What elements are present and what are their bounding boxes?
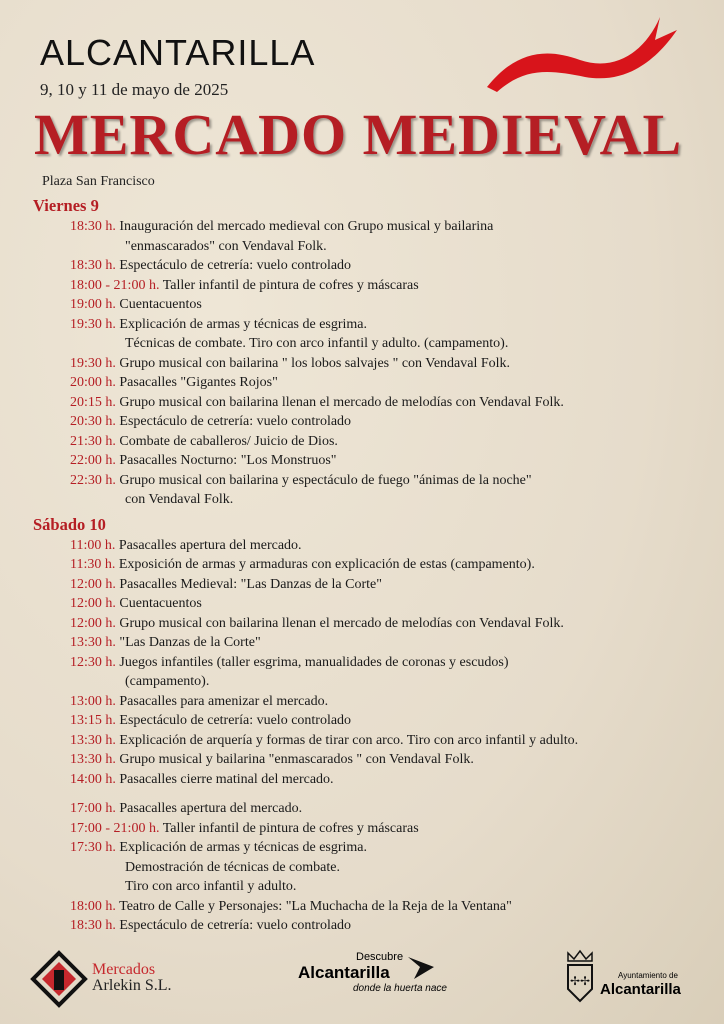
event-description-continued: Técnicas de combate. Tiro con arco infantil y adulto. (campamento). (125, 336, 509, 351)
event-description: Explicación de armas y técnicas de esgrima. (119, 840, 368, 855)
schedule-item (0, 536, 714, 556)
event-time: 12:30 h. (70, 654, 116, 670)
event-description: Espectáculo de cetrería: vuelo controlado (119, 713, 352, 728)
event-description: Espectáculo de cetrería: vuelo controlado (119, 414, 352, 429)
event-time: 13:30 h. (70, 635, 116, 650)
event-description: Espectáculo de cetrería: vuelo controlado (119, 918, 352, 933)
venue: Plaza San Francisco (42, 174, 155, 189)
event-description: Explicación de armas y técnicas de esgrima. (119, 316, 368, 332)
event-description: Explicación de arquería y formas de tirar con arco. Tiro con arco infantil y adulto. (119, 732, 579, 748)
sponsor-logos (0, 945, 724, 1015)
event-description: Pasacalles apertura del mercado. (119, 801, 303, 816)
schedule-item (0, 838, 714, 897)
schedule-item (0, 217, 714, 256)
event-description: Grupo musical y bailarina "enmascarados " con Vendaval Folk. (119, 752, 474, 767)
schedule-item (0, 471, 714, 510)
coat-of-arms-icon (560, 949, 600, 1005)
event-time: 13:30 h. (70, 732, 116, 748)
page-title: MERCADO MEDIEVAL (34, 102, 683, 167)
event-description-continued: (campamento). (125, 674, 210, 689)
event-time: 20:00 h. (70, 375, 116, 390)
event-description-continued: Tiro con arco infantil y adulto. (125, 879, 297, 894)
schedule-item (0, 916, 714, 936)
spacer (0, 789, 724, 799)
event-description: Espectáculo de cetrería: vuelo controlado (119, 258, 352, 273)
schedule-item (0, 315, 714, 354)
schedule (0, 196, 724, 936)
event-time: 19:00 h. (70, 297, 116, 312)
schedule-item (0, 897, 714, 917)
event-description: Teatro de Calle y Personajes: "La Muchacha de la Reja de la Ventana" (119, 898, 512, 914)
schedule-item (0, 692, 714, 712)
event-description-continued: Demostración de técnicas de combate. (125, 859, 340, 875)
event-time: 13:00 h. (70, 693, 116, 709)
ayto-top: Ayuntamiento de (618, 971, 678, 980)
day-heading: Viernes 9 (33, 196, 99, 215)
schedule-item (0, 575, 714, 595)
schedule-item (0, 653, 714, 692)
schedule-item (0, 555, 714, 575)
schedule-item (0, 373, 714, 393)
schedule-item (0, 295, 714, 315)
descubre-top: Descubre (356, 951, 404, 963)
schedule-item (0, 432, 714, 452)
logo-mercados-arlekin (30, 950, 172, 1013)
event-description: Grupo musical con bailarina llenan el mercado de melodías con Vendaval Folk. (119, 615, 564, 631)
event-time: 18:00 - 21:00 h. (70, 277, 160, 293)
schedule-item (0, 451, 714, 471)
red-banner-icon (485, 12, 680, 97)
descubre-main: Alcantarilla (298, 963, 390, 982)
schedule-item (0, 393, 714, 413)
event-description: Pasacalles "Gigantes Rojos" (119, 375, 278, 390)
event-time: 20:30 h. (70, 414, 116, 429)
event-time: 12:00 h. (70, 615, 116, 631)
event-time: 12:00 h. (70, 576, 116, 592)
schedule-item (0, 731, 714, 751)
event-description: Grupo musical con bailarina y espectáculo de fuego "ánimas de la noche" (119, 472, 532, 488)
schedule-item (0, 711, 714, 731)
ayto-main: Alcantarilla (600, 981, 681, 998)
event-description: Pasacalles para amenizar el mercado. (119, 693, 329, 709)
event-time: 18:00 h. (70, 898, 116, 914)
event-time: 22:00 h. (70, 453, 116, 468)
event-description: Grupo musical con bailarina llenan el mercado de melodías con Vendaval Folk. (119, 394, 564, 410)
event-description: Taller infantil de pintura de cofres y máscaras (162, 820, 419, 836)
event-time: 18:30 h. (70, 219, 116, 234)
event-time: 12:00 h. (70, 596, 116, 611)
event-description: "Las Danzas de la Corte" (119, 635, 261, 650)
schedule-item (0, 354, 714, 374)
schedule-item (0, 614, 714, 634)
event-description: Taller infantil de pintura de cofres y máscaras (162, 277, 419, 293)
schedule-item (0, 256, 714, 276)
event-time: 17:00 h. (70, 801, 116, 816)
logo-descubre-alcantarilla (298, 951, 447, 994)
arlekin-line2: Arlekin S.L. (92, 977, 172, 994)
event-time: 17:30 h. (70, 840, 116, 855)
schedule-item (0, 750, 714, 770)
event-description: Pasacalles Nocturno: "Los Monstruos" (119, 453, 337, 468)
event-description-continued: con Vendaval Folk. (125, 492, 234, 507)
event-description: Cuentacuentos (119, 596, 202, 611)
arlekin-emblem-icon (30, 950, 88, 1008)
event-description: Pasacalles Medieval: "Las Danzas de la Corte" (119, 576, 382, 592)
descubre-slogan: donde la huerta nace (353, 983, 447, 994)
schedule-item (0, 633, 714, 653)
event-time: 20:15 h. (70, 394, 116, 410)
schedule-item (0, 594, 714, 614)
schedule-item (0, 799, 714, 819)
event-time: 21:30 h. (70, 433, 116, 449)
event-description: Exposición de armas y armaduras con explicación de estas (campamento). (118, 557, 535, 572)
day-heading: Sábado 10 (33, 514, 106, 534)
arrow-icon (406, 955, 436, 981)
schedule-item (0, 770, 714, 790)
event-time: 11:30 h. (70, 557, 116, 572)
event-time: 19:30 h. (70, 316, 116, 332)
event-time: 18:30 h. (70, 918, 116, 933)
event-description: Grupo musical con bailarina " los lobos salvajes " con Vendaval Folk. (119, 355, 511, 371)
event-time: 11:00 h. (70, 537, 116, 553)
event-time: 14:00 h. (70, 771, 116, 787)
event-time: 22:30 h. (70, 472, 116, 488)
event-description: Pasacalles apertura del mercado. (118, 537, 302, 553)
event-description: Juegos infantiles (taller esgrima, manualidades de coronas y escudos) (119, 654, 509, 670)
town-name: ALCANTARILLA (40, 32, 316, 73)
svg-text:✢✢: ✢✢ (569, 974, 591, 988)
event-time: 13:15 h. (70, 713, 116, 728)
event-description: Inauguración del mercado medieval con Grupo musical y bailarina (119, 219, 494, 234)
event-time: 19:30 h. (70, 355, 116, 371)
event-description: Pasacalles cierre matinal del mercado. (119, 771, 334, 787)
arlekin-line1: Mercados (92, 961, 156, 978)
schedule-item (0, 276, 714, 296)
event-description: Combate de caballeros/ Juicio de Dios. (119, 433, 338, 449)
event-dates: 9, 10 y 11 de mayo de 2025 (40, 80, 229, 99)
event-description-continued: "enmascarados" con Vendaval Folk. (125, 238, 327, 254)
event-description: Cuentacuentos (119, 297, 202, 312)
event-time: 18:30 h. (70, 258, 116, 273)
schedule-item (0, 819, 714, 839)
event-time: 13:30 h. (70, 752, 116, 767)
event-time: 17:00 - 21:00 h. (70, 820, 160, 836)
schedule-item (0, 412, 714, 432)
